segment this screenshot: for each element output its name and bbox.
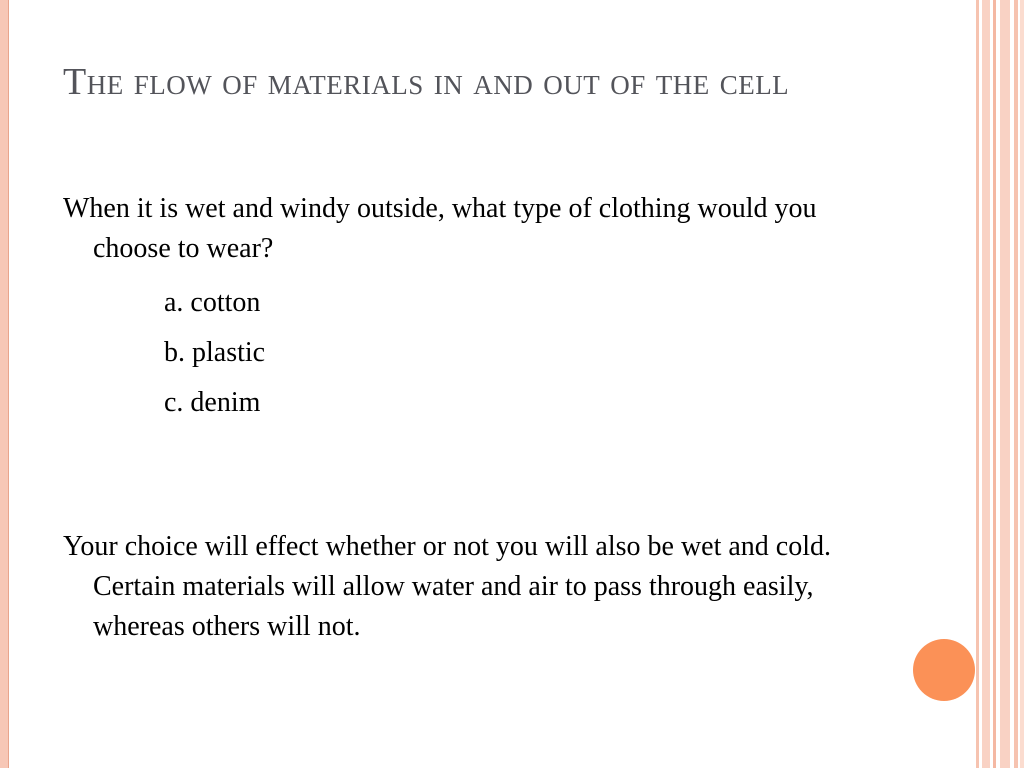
right-band-line (982, 0, 990, 768)
right-band-line (1014, 0, 1018, 768)
right-band-line (1000, 0, 1010, 768)
orange-circle-decoration (913, 639, 975, 701)
option-c: c. denim (164, 387, 261, 418)
explanation-text: Your choice will effect whether or not you will also be wet and cold. Certain materials will allow water and air to pass through easily, whereas others will not. (63, 531, 832, 642)
right-band-line (976, 0, 979, 768)
slide-title: The flow of materials in and out of the cell (63, 61, 790, 103)
right-decorative-band (976, 0, 1024, 768)
option-a: a. cotton (164, 287, 261, 318)
question-text: When it is wet and windy outside, what type of clothing would you choose to wear? (63, 193, 817, 264)
right-band-line (993, 0, 996, 768)
left-decorative-stripe (0, 0, 9, 768)
answer-options (164, 278, 265, 428)
option-b: b. plastic (164, 337, 266, 368)
right-band-line (1020, 0, 1024, 768)
